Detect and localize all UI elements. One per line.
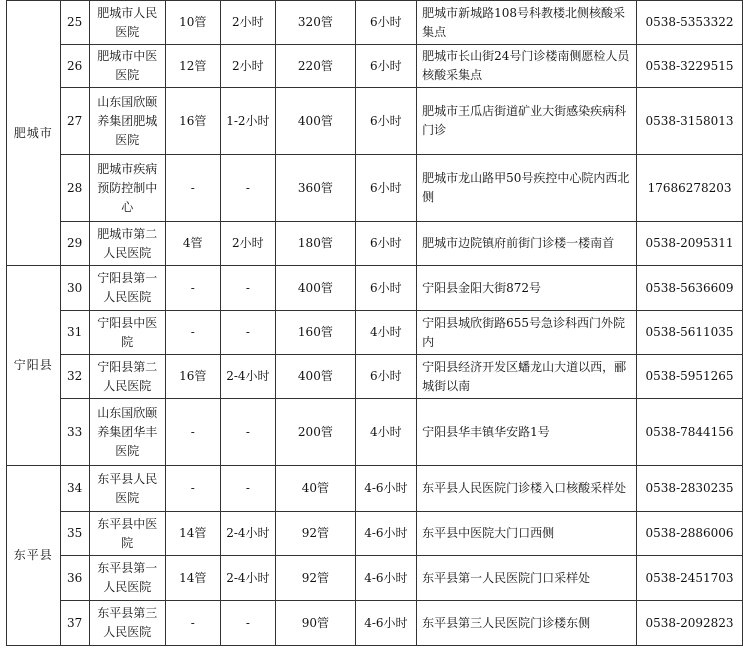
- phone-cell: 0538-7844156: [637, 399, 743, 466]
- county-cell: 宁阳县: [7, 266, 61, 466]
- table-row: [7, 45, 743, 88]
- mixed-tube-time-cell: 6小时: [355, 88, 417, 155]
- single-tube-capacity-cell: 10管: [165, 1, 220, 45]
- mixed-tube-capacity-cell: 360管: [276, 155, 355, 222]
- table-row: [7, 155, 743, 222]
- address-cell: 东平县第一人民医院门口采样处: [417, 556, 637, 601]
- hospital-name-cell: 宁阳县第二人民医院: [89, 355, 165, 399]
- mixed-tube-capacity-cell: 200管: [276, 399, 355, 466]
- single-tube-time-cell: -: [220, 601, 276, 646]
- address-cell: 肥城市长山街24号门诊楼南侧愿检人员核酸采集点: [417, 45, 637, 88]
- phone-cell: 0538-2886006: [637, 512, 743, 556]
- mixed-tube-capacity-cell: 92管: [276, 556, 355, 601]
- row-number-cell: 33: [60, 399, 89, 466]
- single-tube-capacity-cell: -: [165, 399, 220, 466]
- mixed-tube-time-cell: 4-6小时: [355, 512, 417, 556]
- testing-sites-table: [6, 0, 743, 646]
- address-cell: 肥城市新城路108号科教楼北侧核酸采集点: [417, 1, 637, 45]
- row-number-cell: 28: [60, 155, 89, 222]
- single-tube-time-cell: 2小时: [220, 222, 276, 266]
- hospital-name-cell: 东平县第一人民医院: [89, 556, 165, 601]
- row-number-cell: 35: [60, 512, 89, 556]
- mixed-tube-capacity-cell: 160管: [276, 311, 355, 355]
- row-number-cell: 26: [60, 45, 89, 88]
- address-cell: 宁阳县华丰镇华安路1号: [417, 399, 637, 466]
- table-row: [7, 399, 743, 466]
- single-tube-time-cell: 2-4小时: [220, 512, 276, 556]
- table-row: [7, 266, 743, 311]
- single-tube-capacity-cell: -: [165, 466, 220, 512]
- mixed-tube-time-cell: 4小时: [355, 399, 417, 466]
- hospital-name-cell: 东平县中医院: [89, 512, 165, 556]
- table-row: [7, 1, 743, 45]
- address-cell: 肥城市龙山路甲50号疾控中心院内西北侧: [417, 155, 637, 222]
- single-tube-capacity-cell: 14管: [165, 556, 220, 601]
- hospital-name-cell: 山东国欣颐养集团肥城医院: [89, 88, 165, 155]
- mixed-tube-time-cell: 4-6小时: [355, 601, 417, 646]
- table-row: [7, 222, 743, 266]
- phone-cell: 0538-3229515: [637, 45, 743, 88]
- hospital-name-cell: 宁阳县中医院: [89, 311, 165, 355]
- row-number-cell: 36: [60, 556, 89, 601]
- single-tube-time-cell: -: [220, 155, 276, 222]
- mixed-tube-time-cell: 6小时: [355, 222, 417, 266]
- mixed-tube-capacity-cell: 92管: [276, 512, 355, 556]
- address-cell: 宁阳县城欣街路655号急诊科西门外院内: [417, 311, 637, 355]
- address-cell: 肥城市边院镇府前街门诊楼一楼南首: [417, 222, 637, 266]
- phone-cell: 0538-2451703: [637, 556, 743, 601]
- mixed-tube-time-cell: 4-6小时: [355, 556, 417, 601]
- row-number-cell: 31: [60, 311, 89, 355]
- county-cell: 东平县: [7, 466, 61, 646]
- table-row: [7, 512, 743, 556]
- single-tube-capacity-cell: 14管: [165, 512, 220, 556]
- mixed-tube-capacity-cell: 220管: [276, 45, 355, 88]
- mixed-tube-time-cell: 4小时: [355, 311, 417, 355]
- row-number-cell: 30: [60, 266, 89, 311]
- hospital-name-cell: 宁阳县第一人民医院: [89, 266, 165, 311]
- single-tube-time-cell: -: [220, 266, 276, 311]
- single-tube-capacity-cell: -: [165, 601, 220, 646]
- phone-cell: 0538-5636609: [637, 266, 743, 311]
- phone-cell: 0538-2092823: [637, 601, 743, 646]
- hospital-name-cell: 肥城市疾病预防控制中心: [89, 155, 165, 222]
- table-row: [7, 601, 743, 646]
- address-cell: 东平县中医院大门口西侧: [417, 512, 637, 556]
- table-row: [7, 556, 743, 601]
- phone-cell: 0538-2095311: [637, 222, 743, 266]
- mixed-tube-capacity-cell: 400管: [276, 88, 355, 155]
- row-number-cell: 25: [60, 1, 89, 45]
- single-tube-time-cell: -: [220, 311, 276, 355]
- row-number-cell: 34: [60, 466, 89, 512]
- single-tube-time-cell: -: [220, 466, 276, 512]
- phone-cell: 0538-3158013: [637, 88, 743, 155]
- single-tube-capacity-cell: 16管: [165, 88, 220, 155]
- mixed-tube-time-cell: 6小时: [355, 355, 417, 399]
- mixed-tube-time-cell: 6小时: [355, 266, 417, 311]
- phone-cell: 17686278203: [637, 155, 743, 222]
- mixed-tube-capacity-cell: 320管: [276, 1, 355, 45]
- single-tube-time-cell: 2-4小时: [220, 355, 276, 399]
- mixed-tube-capacity-cell: 400管: [276, 266, 355, 311]
- phone-cell: 0538-5611035: [637, 311, 743, 355]
- hospital-name-cell: 肥城市人民医院: [89, 1, 165, 45]
- hospital-name-cell: 肥城市第二人民医院: [89, 222, 165, 266]
- mixed-tube-capacity-cell: 400管: [276, 355, 355, 399]
- hospital-name-cell: 山东国欣颐养集团华丰医院: [89, 399, 165, 466]
- address-cell: 宁阳县金阳大街872号: [417, 266, 637, 311]
- hospital-name-cell: 东平县人民医院: [89, 466, 165, 512]
- address-cell: 东平县人民医院门诊楼入口核酸采样处: [417, 466, 637, 512]
- table-row: [7, 466, 743, 512]
- row-number-cell: 32: [60, 355, 89, 399]
- single-tube-capacity-cell: 16管: [165, 355, 220, 399]
- mixed-tube-time-cell: 6小时: [355, 45, 417, 88]
- single-tube-time-cell: 2-4小时: [220, 556, 276, 601]
- mixed-tube-capacity-cell: 90管: [276, 601, 355, 646]
- table-row: [7, 88, 743, 155]
- hospital-name-cell: 肥城市中医医院: [89, 45, 165, 88]
- row-number-cell: 37: [60, 601, 89, 646]
- mixed-tube-time-cell: 6小时: [355, 1, 417, 45]
- single-tube-time-cell: 2小时: [220, 1, 276, 45]
- county-cell: 肥城市: [7, 1, 61, 266]
- single-tube-capacity-cell: -: [165, 311, 220, 355]
- phone-cell: 0538-5951265: [637, 355, 743, 399]
- single-tube-capacity-cell: 12管: [165, 45, 220, 88]
- single-tube-capacity-cell: -: [165, 266, 220, 311]
- single-tube-time-cell: -: [220, 399, 276, 466]
- mixed-tube-capacity-cell: 40管: [276, 466, 355, 512]
- address-cell: 肥城市王瓜店街道矿业大街感染疾病科门诊: [417, 88, 637, 155]
- hospital-name-cell: 东平县第三人民医院: [89, 601, 165, 646]
- table-row: [7, 311, 743, 355]
- single-tube-capacity-cell: 4管: [165, 222, 220, 266]
- single-tube-time-cell: 1-2小时: [220, 88, 276, 155]
- mixed-tube-time-cell: 4-6小时: [355, 466, 417, 512]
- single-tube-capacity-cell: -: [165, 155, 220, 222]
- phone-cell: 0538-2830235: [637, 466, 743, 512]
- address-cell: 东平县第三人民医院门诊楼东侧: [417, 601, 637, 646]
- single-tube-time-cell: 2小时: [220, 45, 276, 88]
- address-cell: 宁阳县经济开发区蟠龙山大道以西，郦城街以南: [417, 355, 637, 399]
- row-number-cell: 29: [60, 222, 89, 266]
- phone-cell: 0538-5353322: [637, 1, 743, 45]
- mixed-tube-time-cell: 6小时: [355, 155, 417, 222]
- mixed-tube-capacity-cell: 180管: [276, 222, 355, 266]
- row-number-cell: 27: [60, 88, 89, 155]
- table-row: [7, 355, 743, 399]
